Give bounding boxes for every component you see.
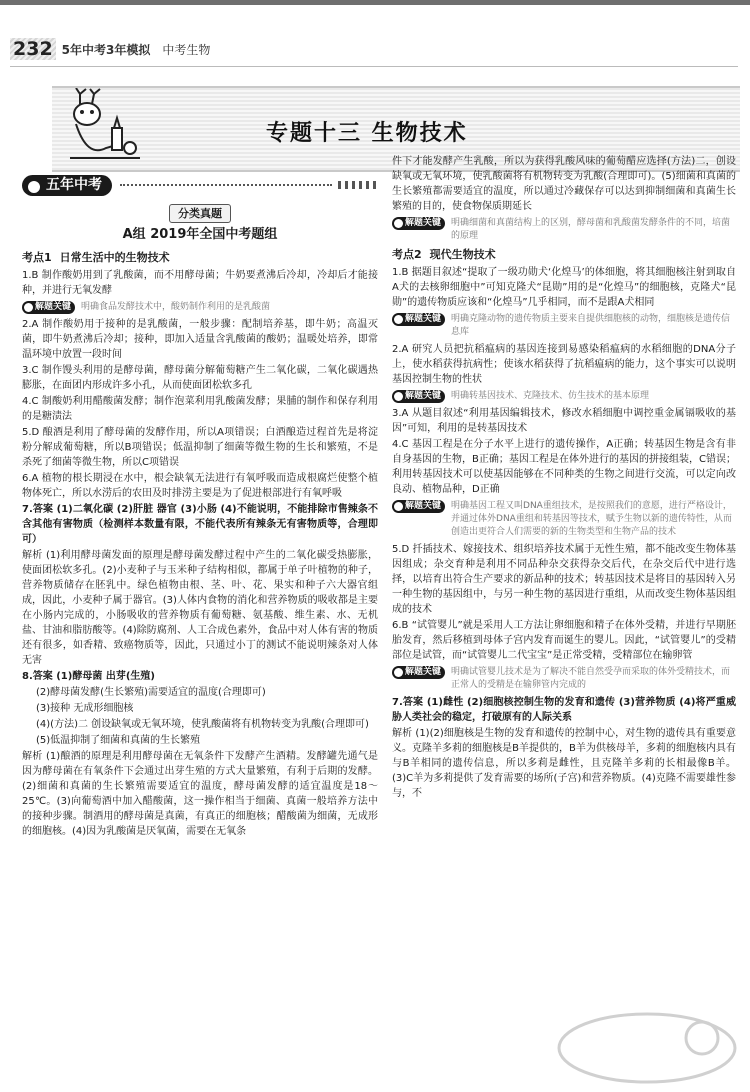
section-label: 五年中考 (46, 176, 102, 193)
answer-6b: 6.B “试管婴儿”就是采用人工方法让卵细胞和精子在体外受精，并进行早期胚胎发育，然后移植到母体子宫内发育而诞生的婴儿。因此，“试管婴儿”的受精部位是试管，而“试管婴儿二代宝宝”是正常受精，受精部位在输卵管 (392, 620, 736, 661)
key-note-text: 明确食品发酵技术中，酸奶制作利用的是乳酸菌 (81, 302, 271, 312)
top-strip (0, 0, 750, 5)
header-rule (10, 66, 738, 67)
key-badge (392, 500, 445, 513)
answer-5b: 5.D 扦插技术、嫁接技术、组织培养技术属于无性生殖，都不能改变生物体基因组成；杂交育种是利用不同品种杂交获得杂交后代，在杂交后代中进行选择，以培育出符合生产要求的新品种的技术；转基因技术是将目的基因转入另一种生物的基因组中，与另一种生物的基因进行重组，从而改变生物体基因组成的技术 (392, 544, 736, 615)
answer-3: 3.C 制作馒头利用的是酵母菌，酵母菌分解葡萄糖产生二氧化碳，二氧化碳遇热膨胀，在面团内形成许多小孔，从而使面团松软多孔 (22, 365, 378, 391)
key-note (392, 390, 736, 403)
knowledge-point-2 (392, 247, 736, 262)
kp2-name: 现代生物技术 (429, 248, 496, 261)
answer-7b: 7.答案 (1)雌性 (2)细胞核控制生物的发育和遗传 (3)营养物质 (4)将严重威胁人类社会的稳定，打破原有的人际关系 (392, 697, 736, 723)
explanation-7b: 解析 (1)(2)细胞核是生物的发育和遗传的控制中心，对生物的遗传具有重要意义。克隆羊多莉的细胞核是B羊提供的，B羊为供核母羊，多莉的细胞核内具有与B羊相同的遗传信息，所以多莉是雌性，且克隆羊多莉的长相最像B羊。(3)C羊为多莉提供了发育需要的场所(子宫)和营养物质。(4)克隆不需要雄性参与，不 (392, 728, 736, 799)
answer-7: 7.答案 (1)二氧化碳 (2)肝脏 器官 (3)小肠 (4)不能说明，不能排除市售辣条不含其他有害物质（检测样本数量有限，不能代表所有辣条无有害物质等，合理即可） (22, 504, 378, 545)
explanation-8: 解析 (1)酿酒的原理是利用酵母菌在无氧条件下发酵产生酒精。发酵罐先通气是因为酵母菌在有氧条件下会通过出芽生殖的方式大量繁殖，有利于后期的发酵。(2)细菌和真菌的生长繁殖需要适宜的温度，酵母菌发酵的适宜温度是18～25℃。(3)向葡萄酒中加入醋酸菌，这一操作相当于细菌、真菌一般培养方法中的接种步骤。制酒用的酵母菌是真菌，有真正的细胞核；醋酸菌为细菌，无成形的细胞核。(4)因为乳酸菌是厌氧菌，需要在无氧条 (22, 751, 378, 837)
kp1-label: 考点1 (22, 251, 52, 264)
book-title: 5年中考3年模拟 (61, 42, 151, 57)
left-column (22, 170, 378, 840)
book-subject: 中考生物 (162, 42, 211, 57)
key-note-text: 明确转基因技术、克隆技术、仿生技术的基本原理 (451, 391, 650, 401)
knowledge-point-1 (22, 250, 378, 265)
explanation-7: 解析 (1)利用酵母菌发面的原理是酵母菌发酵过程中产生的二氧化碳受热膨胀，使面团松软多孔。(2)小麦种子与玉米种子结构相似，都属于单子叶植物的种子，营养物质储存在胚乳中。绿色植物由根、茎、叶、花、果实和种子六大器官组成，因此，小麦种子属于器官。(3)人体内食物的消化和营养物质的吸收都是主要在小肠内完成的，小肠吸收的营养物质有葡萄糖、氨基酸、维生素、水、无机盐、甘油和脂肪酸等。(4)除防腐剂、人工合成色素外，食品中对人体有害的物质还有很多，如香精、致癌物质等，因此，只通过小丁的测试不能说明辣条对人体无害 (22, 550, 378, 666)
dots-ornament-icon (338, 181, 378, 189)
key-badge (392, 217, 445, 230)
category-tab: 分类真题 (169, 204, 231, 223)
key-badge (392, 390, 445, 403)
mascot-deer-icon (50, 88, 160, 168)
key-badge-label: 解题关键 (405, 314, 442, 324)
answer-1: 1.B 制作酸奶用到了乳酸菌，而不用酵母菌；牛奶要煮沸后冷却，冷却后才能接种，并进行无氧发酵 (22, 270, 378, 296)
key-badge (392, 666, 445, 679)
answer-8: 8.答案 (1)酵母菌 出芽(生殖) (22, 671, 155, 682)
answer-8-part-5: (5)低温抑制了细菌和真菌的生长繁殖 (36, 735, 201, 746)
answer-3b: 3.A 从题目叙述“利用基因编辑技术，修改水稻细胞中调控重金属镉吸收的基因”可知，利用的是转基因技术 (392, 408, 736, 434)
answer-8-part-3: (3)接种 无成形细胞核 (36, 703, 134, 714)
page-number: 232 (10, 38, 56, 60)
kp1-name: 日常生活中的生物技术 (59, 251, 170, 264)
key-note (392, 500, 736, 539)
key-badge-label: 解题关键 (405, 218, 442, 228)
key-note (392, 217, 736, 243)
key-note (392, 666, 736, 692)
answer-5: 5.D 酿酒是利用了酵母菌的发酵作用，所以A项错误；白酒酿造过程首先是将淀粉分解成葡萄糖，所以B项错误；低温抑制了细菌等微生物的生长和繁殖，不是杀死了细菌等微生物，所以C项错误 (22, 427, 378, 468)
section-heading (22, 172, 378, 198)
pill-dot-icon (26, 179, 42, 195)
key-badge-label: 解题关键 (35, 302, 72, 312)
answer-4b: 4.C 基因工程是在分子水平上进行的遗传操作，A正确；转基因生物是含有非自身基因的生物，B正确；基因工程是在体外进行的基因的拼接组装，C错误；利用转基因技术可以使基因能够在不同种类的生物之间进行交流，可以定向改良动、植物品种，D正确 (392, 439, 736, 495)
running-header (10, 38, 210, 60)
chapter-title: 专题十三 生物技术 (266, 121, 468, 146)
answer-1b: 1.B 据题目叙述“提取了一级功勋犬‘化煌马’的体细胞，将其细胞核注射到取自A犬的去核卵细胞中”可知克隆犬“昆勋”用的是“化煌马”的细胞核，克隆犬“昆勋”的遗传物质应该和“化煌马”几乎相同，而不是跟A犬相同 (392, 267, 736, 308)
key-note-text: 明确试管婴儿技术是为了解决不能自然受孕而采取的体外受精技术，而正常人的受精是在输卵管内完成的 (451, 667, 731, 690)
pill-divider (120, 184, 332, 186)
key-badge (392, 313, 445, 326)
key-badge (22, 301, 75, 314)
key-note (392, 313, 736, 339)
group-title: A组 2019年全国中考题组 (122, 227, 278, 242)
kp2-label: 考点2 (392, 248, 422, 261)
answer-6: 6.A 植物的根长期浸在水中，根会缺氧无法进行有氧呼吸而造成根腐烂使整个植物体死亡，所以水涝后的农田及时排涝主要是为了促进根部进行有氧呼吸 (22, 473, 378, 499)
watermark-stamp-icon (552, 1008, 742, 1088)
answer-2: 2.A 制作酸奶用于接种的是乳酸菌，一般步骤：配制培养基，即牛奶；高温灭菌，即牛奶煮沸后冷却；接种，即加入适量含乳酸菌的酸奶；温暖处培养，即常温环境中放置一段时间 (22, 319, 378, 360)
answer-4: 4.C 制酸奶利用醋酸菌发酵；制作泡菜利用乳酸菌发酵；果脯的制作和保存利用的是糖渍法 (22, 396, 378, 422)
key-note (22, 301, 378, 314)
answer-8-part-4: (4)(方法)二 创设缺氧或无氧环境，使乳酸菌将有机物转变为乳酸(合理即可) (36, 719, 369, 730)
right-column (392, 154, 736, 802)
key-note-text: 明确基因工程又叫DNA重组技术，是按照我们的意愿，进行严格设计，并通过体外DNA重组和转基因等技术，赋予生物以新的遗传特性，从而创造出更符合人们需要的新的生物类型和生物产品的技术 (451, 501, 732, 537)
key-note-text: 明确克隆动物的遗传物质主要来自提供细胞核的动物，细胞核是遗传信息库 (451, 314, 731, 337)
section-pill (22, 175, 112, 196)
key-note-text: 明确细菌和真菌结构上的区别，酵母菌和乳酸菌发酵条件的不同，培菌的原理 (451, 218, 731, 241)
answer-2b: 2.A 研究人员把抗稻瘟病的基因连接到易感染稻瘟病的水稻细胞的DNA分子上，使水稻获得抗病性；使该水稻获得了抗稻瘟病的能力，这个事实可以说明基因控制生物的性状 (392, 344, 736, 385)
explanation-8-continued: 件下才能发酵产生乳酸，所以为获得乳酸风味的葡萄醋应选择(方法)二，创设缺氧或无氧环境，使乳酸菌将有机物转变为乳酸(合理即可)。(5)细菌和真菌的生长繁殖都需要适宜的温度，所以通过冷藏保存可以达到抑制细菌和真菌生长繁殖的目的，使食物保质期延长 (392, 156, 736, 212)
key-badge-label: 解题关键 (405, 391, 442, 401)
answer-8-part-2: (2)酵母菌发酵(生长繁殖)需要适宜的温度(合理即可) (36, 687, 266, 698)
key-badge-label: 解题关键 (405, 501, 442, 511)
key-badge-label: 解题关键 (405, 667, 442, 677)
